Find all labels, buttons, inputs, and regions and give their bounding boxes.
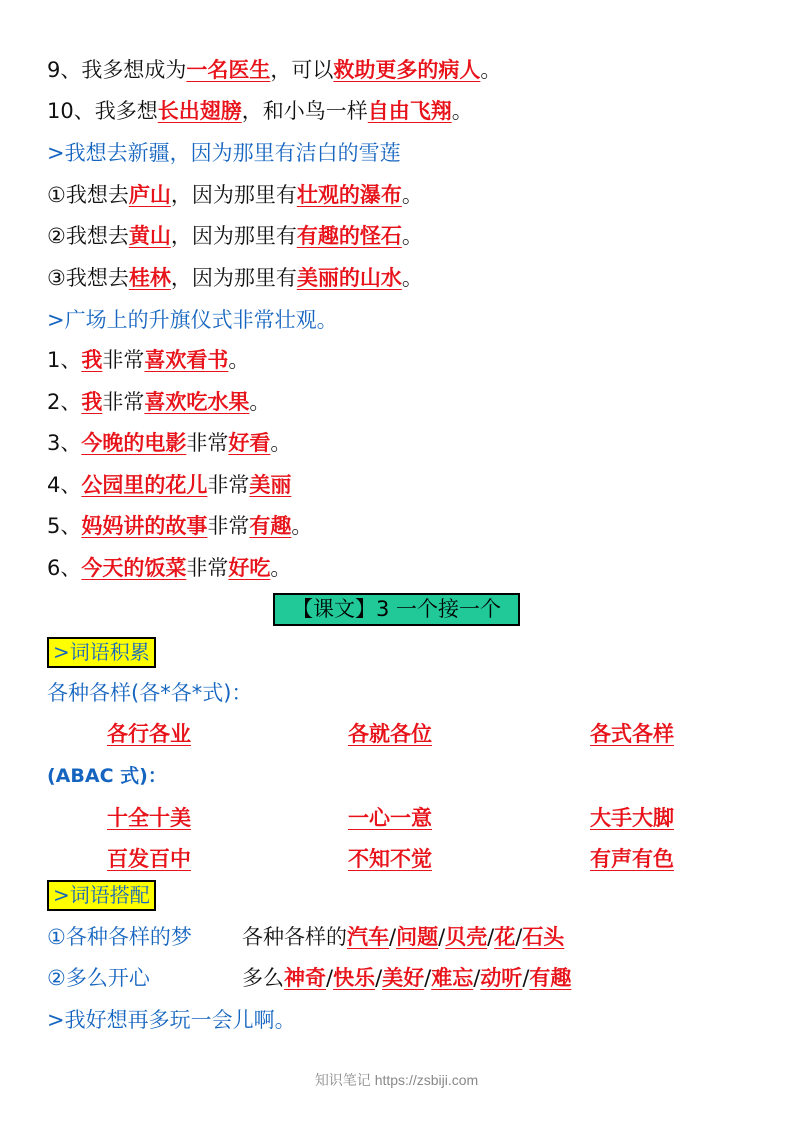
answer-text: 美丽 [249,472,292,497]
sentence-c2 [47,388,270,416]
sentence-c3 [47,429,291,457]
match-word: 汽车 [347,924,389,949]
answer-text: 妈妈讲的故事 [81,513,208,538]
sentence-text: 。 [270,556,292,580]
sentence-b2 [47,222,423,250]
answer-text: 有趣的怪石 [296,223,402,248]
heading-play: >我好想再多玩一会儿啊。 [47,1008,296,1032]
answer-text: 我 [81,389,103,414]
sentence-number: ③ [47,266,66,290]
sentence-text: 我想去 [65,224,129,248]
answer-text: 一名医生 [186,57,271,82]
answer-text: 公园里的花儿 [81,472,208,497]
sentence-number: 5、 [47,514,82,538]
pattern-2-word: 有声有色 [590,846,674,871]
sentence-number: 2、 [47,390,82,414]
answer-text: 黄山 [128,223,171,248]
match-word: 问题 [396,924,439,949]
sentence-text: 非常 [102,348,145,372]
sentence-c5 [47,512,312,540]
answer-text: 救助更多的病人 [333,57,481,82]
match-word: 动听 [480,965,523,990]
sentence-text: 我多想 [94,99,158,123]
match-prefix: 多么 [242,966,284,990]
pattern-2-word: 十全十美 [107,805,191,830]
match-word: 美好 [382,965,425,990]
match-word: 难忘 [431,965,474,990]
sentence-b3 [47,264,423,292]
match-word: 神奇 [284,965,326,990]
answer-text: 好吃 [228,555,271,580]
sentence-text: ，因为那里有 [170,266,297,290]
answer-text: 今天的饭菜 [81,555,187,580]
pattern-1-word: 各式各样 [590,721,674,746]
answer-text: 美丽的山水 [296,265,402,290]
match-1-answers: 各种各样的汽车/问题/贝壳/花/石头 [242,924,565,949]
sentence-text: 非常 [102,390,145,414]
sentence-number: 10、 [47,99,95,123]
match-1-label: ①各种各样的梦 [47,925,192,949]
sentence-c1 [47,346,249,374]
pattern-1-word: 各就各位 [348,721,432,746]
footer-watermark: 知识笔记 https://zsbiji.com [314,1072,479,1088]
answer-text: 自由飞翔 [367,98,452,123]
answer-text: 有趣 [249,513,292,538]
sentence-text: ，可以 [270,58,334,82]
match-prefix: 各种各样的 [242,925,347,949]
sentence-text: 。 [228,348,250,372]
sentence-text: 我想去 [65,266,129,290]
answer-text: 今晚的电影 [81,430,187,455]
sentence-number: ① [47,183,66,207]
sentence-text: 。 [480,58,502,82]
tag-match: >词语搭配 [47,880,156,911]
sentence-text: ，因为那里有 [170,183,297,207]
sentence-text: 非常 [207,473,250,497]
sentence-9 [47,56,501,84]
pattern-1-label: 各种各样(各*各*式)： [47,681,253,705]
sentence-text: 非常 [186,556,229,580]
sentence-number: 4、 [47,473,82,497]
answer-text: 我 [81,347,103,372]
pattern-2-word: 大手大脚 [590,805,674,830]
sentence-c4 [47,471,291,499]
sentence-10 [47,97,473,125]
heading-flag: >广场上的升旗仪式非常壮观。 [47,308,338,332]
pattern-2-word: 百发百中 [107,846,191,871]
answer-text: 桂林 [128,265,171,290]
sentence-text: 。 [249,390,271,414]
sentence-number: ② [47,224,66,248]
pattern-2-word: 不知不觉 [348,846,432,871]
sentence-number: 3、 [47,431,82,455]
pattern-2-label: (ABAC 式)： [47,765,167,787]
sentence-b1 [47,181,423,209]
sentence-text: 非常 [186,431,229,455]
answer-text: 长出翅膀 [157,98,242,123]
sentence-text: 。 [451,99,473,123]
sentence-text: 。 [401,183,423,207]
answer-text: 喜欢看书 [144,347,229,372]
match-word: 贝壳 [445,924,488,949]
sentence-text: 。 [401,266,423,290]
sentence-text: ，和小鸟一样 [241,99,368,123]
heading-xinjiang: >我想去新疆，因为那里有洁白的雪莲 [47,141,401,165]
sentence-text: ，因为那里有 [170,224,297,248]
tag-vocab: >词语积累 [47,637,156,668]
sentence-text: 我想去 [65,183,129,207]
match-word: 石头 [522,924,565,949]
sentence-text: 。 [401,224,423,248]
sentence-text: 。 [270,431,292,455]
match-2-label: ②多么开心 [47,966,150,990]
pattern-2-word: 一心一意 [348,805,432,830]
match-word: 有趣 [529,965,572,990]
sentence-number: 6、 [47,556,82,580]
answer-text: 壮观的瀑布 [296,182,402,207]
pattern-1-word: 各行各业 [107,721,191,746]
lesson-title: 【课文】3 一个接一个 [273,593,520,626]
sentence-c6 [47,554,291,582]
sentence-number: 1、 [47,348,82,372]
match-2-answers: 多么神奇/快乐/美好/难忘/动听/有趣 [242,965,572,990]
answer-text: 好看 [228,430,271,455]
answer-text: 庐山 [128,182,171,207]
answer-text: 喜欢吃水果 [144,389,250,414]
sentence-text: 我多想成为 [81,58,187,82]
sentence-text: 非常 [207,514,250,538]
sentence-text: 。 [291,514,313,538]
match-word: 花 [494,924,516,949]
sentence-number: 9、 [47,58,82,82]
match-word: 快乐 [333,965,376,990]
